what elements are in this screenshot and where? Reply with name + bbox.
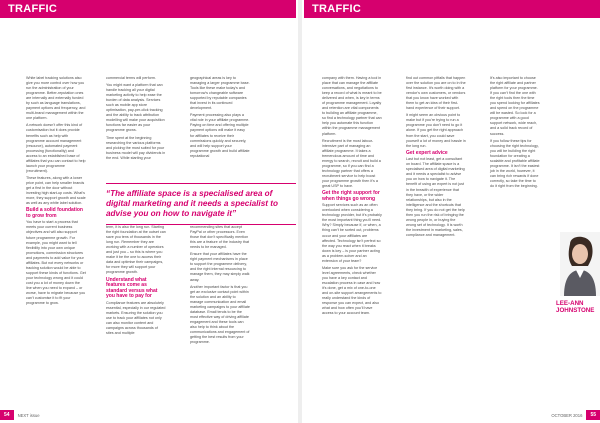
column-4 [322, 76, 382, 318]
paragraph: Time spent at the beginning researching the various platforms and picking the most suited for your business model will pay dividends in the end. While starting your [106, 135, 166, 160]
subheading: Understand what features come as standard versus what you have to pay for [106, 276, 158, 300]
paragraph: Recruitment is the most labour-intensive part of managing an affiliate programme. It takes a tremendous amount of time and energy to search, recruit and build a programme, so if you can find a technology partner that offers a recruitment service to help boost your programme growth then it’s a great USP to have. [322, 138, 381, 188]
paragraph: You might want a platform that can handle tracking all your digital marketing activity to help ease the burden of data analysis. Services such as mobile app store optimisation, pay-per-click tracking and the ability to track attribution modelling will make your acquisition functions far easier as your programme grows. [106, 83, 165, 133]
column-2 [106, 76, 166, 163]
pull-quote [106, 183, 296, 225]
column-3-lower [190, 220, 250, 347]
page-gutter [298, 0, 302, 423]
paragraph: It might seem an obvious point to make but if you’re trying to run a programme you don’t need to go it alone. If you get the right approach from the start, you could save yourself a lot of money and hassle in the long run. [406, 113, 466, 148]
footer-text-right: OCTOBER 2016 [551, 412, 583, 418]
subheading: Get the right support for when things go wrong [322, 190, 380, 202]
paragraph: A network doesn’t offer this kind of customisation but it does provide benefits such as help with programme account management (resource), automated payment processing (functionality) and access to an established base of affiliates that you can contact to help launch your programme (recruitment). [26, 123, 86, 173]
paragraph: term, it is also the long run. Starting the right foundation at the outset can save you tens of thousands in the long run. Remember they are working with a number of operators and just you – so this is where you make it be the one to access their data and optimise their campaigns, for more they will support your programme growth. [106, 225, 166, 275]
paragraph: White label tracking solutions also give you more control over how you run the administration of your programme. Better-reputation ones are internally and externally funded by such as language translations, payment options and frequency, and multi-brand management within the one platform. [26, 76, 86, 121]
paragraph: Payment processing also plays a vital role in your affiliate programme. Paying on time and offering multiple payment options will make it easy for affiliates to receive their commissions quickly and securely, and will help support your programme growth and build affiliate reputational [190, 113, 250, 158]
section-header-right [304, 0, 600, 18]
page-number-right: 55 [586, 410, 600, 420]
section-header-left [0, 0, 296, 18]
paragraph: Last but not least, get a consultant on board. The affiliate space is a specialised area of digital marketing and it needs a specialist to advise you on how to navigate it. The benefit of using an expert is not just in the breadth of experience that they have, or the wider relationships, but also in the intelligence and the shortcuts that they bring. If you do not get the help then you run the risk of bringing the wrong people in, or buying the wrong set of technology. It is worth the investment in marketing, sales, compliance and management. [406, 157, 465, 237]
page-number-left: 54 [0, 410, 14, 420]
footer-text-left: NEXT issue [17, 412, 40, 418]
column-1 [26, 76, 86, 308]
column-5 [406, 76, 466, 240]
paragraph: geographical areas is key to managing a larger programme base. Tools like these make today’s and tomorrow’s changeable software supported by reputable companies that invest in its continued development. [190, 76, 250, 111]
footer-right [304, 407, 600, 423]
paragraph: These features, along with a lower price point, can help smaller brands get a first in the door without investing high start-up costs. What’s more, they support growth and scale as well as any white label solution. [26, 175, 86, 206]
paragraph: Another important factor is that you get an exclusive contact point within the solution and an ability to manage communication and email marketing campaigns to your affiliate database. Email tends to be the most effective way of driving affiliate engagement and these tools can also help to think about the communications and engagement of getting the best results from your programme. [190, 284, 250, 345]
column-3 [190, 76, 250, 161]
column-6 [490, 76, 540, 191]
subheading: Get expert advice [406, 149, 448, 156]
paragraph: recommending sites that accept PayPal or other processors. Even those that don’t specifically mention this are a feature of the industry that needs to be managed. [190, 225, 250, 250]
subheading: Build a solid foundation to grow from [26, 207, 83, 219]
paragraph: company with them. Having a tool in place that can manage the affiliate conversations, and negotiations to keep a record of what is meant to be delivered and when, is key in terms of programme management. Loyalty and retention are vital components to building an affiliate programme, so find a technology partner that can help you automate this function within the programme management platform. [322, 76, 382, 136]
section-label-right: TRAFFIC [312, 3, 362, 15]
paragraph: Make sure you ask for the service level agreements, check whether you have a key contact and escalation process in case and how it’s done, get a mix of one-to-one and on-site support arrangements to really understand the kinds of response you can expect, and also what and how often you’ll have access to your account team. [322, 265, 382, 316]
paragraph: find out common pitfalls that happen over the solution you are on to in the first instance. It’s worth doing with a vendor’s own customers, or vendors that you know have worked with them to get an idea of their first-hand experience of their support. [406, 76, 466, 111]
footer-left [0, 407, 296, 423]
pull-quote-text: “The affiliate space is a specialised area of digital marketing and it needs a specialist to advise you on how to navigate it” [106, 189, 278, 218]
paragraph: Support services such as an often overlooked when considering a technology provider, but it’s probably the most important thing you’ll need. Why? Simply because if, or when, a thing can’t be sorted out, problems occur and your affiliates are affected. Technology isn’t perfect so the way you react when it breaks down is key – is your partner acting as a problem-solver and an extension of your team? [322, 203, 382, 263]
paragraph: If you follow these tips for choosing the right technology, you will be building the right foundation for creating a scalable and profitable affiliate programme. It isn’t the easiest job in the world, however, it can bring rich rewards if done correctly, so take the time to do it right from the beginning. [490, 138, 540, 188]
paragraph: It’s also important to choose the right affiliate and partner platform for your programme. If you can’t find the one with the right tools then the time you spend looking for affiliates and spend on the programme will be wasted. So look for a programme with a good support network, wide reach, and a solid track record of success. [490, 76, 540, 136]
author-name: LEE-ANN JOHNSTONE [556, 300, 595, 314]
author-photo [560, 232, 600, 296]
author-panel [556, 300, 600, 316]
paragraph: commercial terms will perform. [106, 76, 156, 80]
paragraph: You have to start a process that meets your current business objectives and will also support future programme growth. For example, you might want to tell flexibility into your own unique promotions, commission structures and payments to add value for your affiliates. But not every networks or tracking solution would be able to support these kinds of functions. Get your technology wrong and it could cost you a lot of money down the line when you need to expand – or worse, have to migrate because you can’t customise it to fit your programme to grow. [26, 220, 86, 306]
column-2-lower [106, 220, 166, 338]
paragraph: Compliance features are absolutely essential, especially in our regulated markets. Ensuring the solution you use to track your affiliates not only can also monitor content and campaigns across thousands of sites and multiple [106, 300, 166, 336]
section-label-left: TRAFFIC [8, 3, 58, 15]
paragraph: Ensure that your affiliates have the right payment mechanisms in place to support the programme delivery, and the right internal resourcing to manage them, they may simply walk away. [190, 252, 250, 282]
